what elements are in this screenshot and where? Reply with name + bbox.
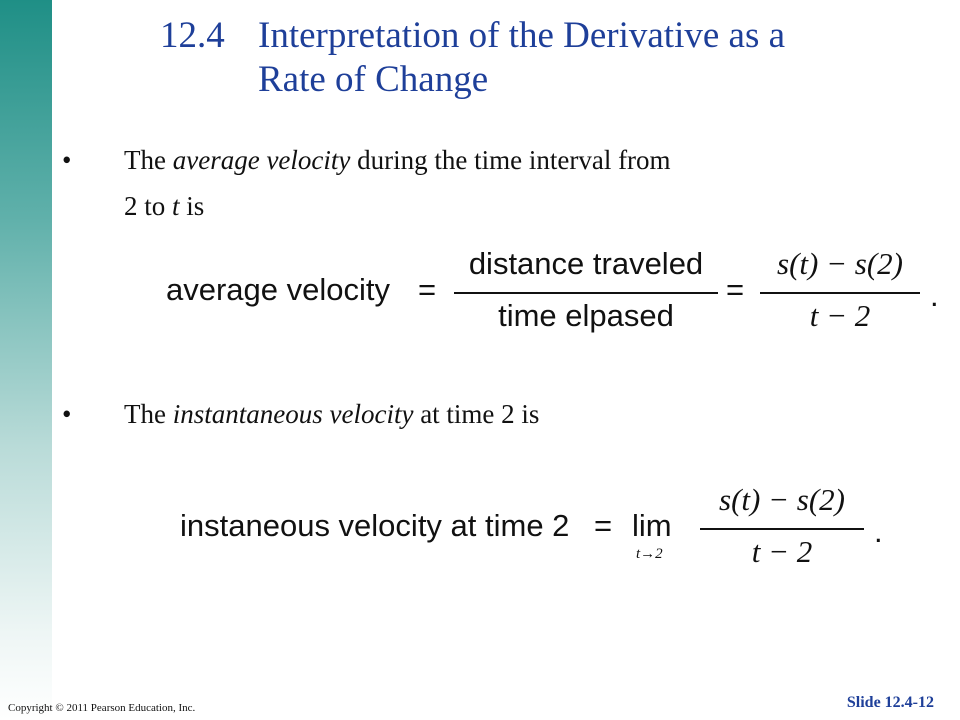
copyright-notice: Copyright © 2011 Pearson Education, Inc.	[8, 702, 196, 714]
section-number: 12.4	[160, 15, 225, 56]
period: .	[874, 514, 883, 549]
bullet-text-continued: 2 to t is	[124, 191, 205, 221]
decorative-sidebar	[0, 0, 52, 720]
limit-operator: lim	[632, 508, 672, 543]
limit-subscript: t→2	[636, 546, 663, 562]
formula-lhs: instaneous velocity at time 2	[180, 508, 570, 543]
fraction-numerator: distance traveled	[468, 246, 704, 281]
slide-title	[160, 14, 785, 102]
title-line-2	[160, 58, 785, 102]
title-text-2: Rate of Change	[258, 59, 489, 100]
bullet-dot: •	[62, 399, 72, 429]
fraction-denominator: time elpased	[498, 298, 674, 333]
fraction-s-over-t	[760, 242, 920, 342]
bullet-text: The instantaneous velocity at time 2 is	[124, 399, 540, 429]
title-line-1	[160, 14, 785, 58]
title-text-1: Interpretation of the Derivative as a	[258, 15, 786, 56]
fraction-s-over-t	[700, 478, 864, 578]
period: .	[930, 278, 939, 313]
formula-lhs: average velocity	[166, 272, 391, 307]
fraction-numerator: s(t) − s(2)	[777, 246, 903, 281]
equals-sign-2: =	[726, 272, 745, 307]
equals-sign: =	[594, 508, 613, 543]
average-velocity-formula	[166, 242, 946, 342]
sidebar-edge	[52, 0, 55, 720]
instantaneous-velocity-formula	[180, 478, 900, 578]
fraction-denominator: t − 2	[809, 298, 871, 333]
equals-sign: =	[418, 272, 437, 307]
fraction-denominator: t − 2	[751, 534, 813, 569]
slide-number: Slide 12.4-12	[846, 694, 934, 711]
bullet-text: The average velocity during the time interval from	[124, 145, 671, 175]
fraction-distance-time	[454, 242, 718, 342]
bullet-dot: •	[62, 145, 72, 175]
fraction-numerator: s(t) − s(2)	[719, 482, 845, 517]
